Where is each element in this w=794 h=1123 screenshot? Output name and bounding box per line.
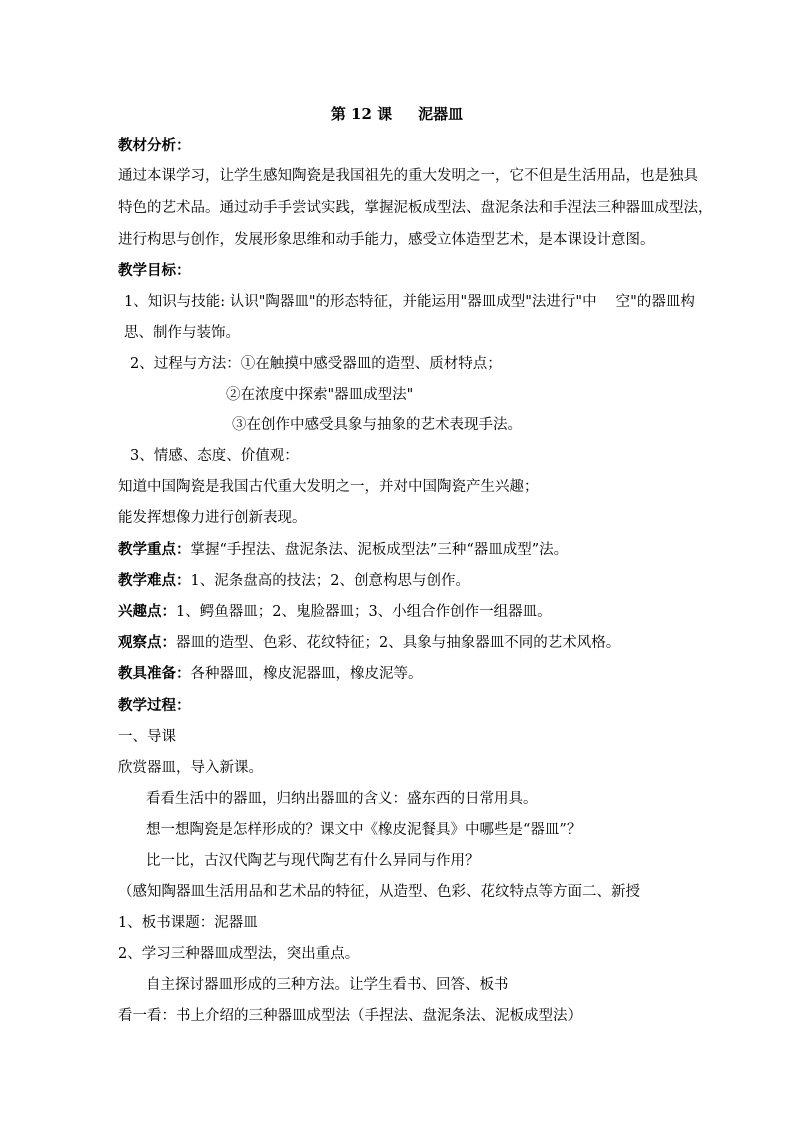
look-line — [118, 1006, 688, 1026]
goal-line: ③在创作中感受具象与抽象的艺术表现手法。 — [232, 417, 522, 433]
look-label: 看一看： — [118, 1008, 176, 1024]
teaching-aids-text: 各种器皿，橡皮泥器皿，橡皮泥等。 — [190, 666, 423, 682]
heading-teaching-goals: 教学目标： — [118, 262, 191, 279]
difficulty-label: 教学难点： — [118, 572, 191, 589]
goal-line: ②在浓度中探索"器皿成型法" — [226, 387, 414, 403]
process-line: 欣赏器皿，导入新课。 — [118, 760, 263, 776]
observation-text: 器皿的造型、色彩、花纹特征；2、具象与抽象器皿不同的艺术风格。 — [176, 635, 621, 651]
lesson-name: 泥器皿 — [418, 105, 464, 123]
observation-line — [118, 633, 688, 653]
goal-line: 知道中国陶瓷是我国古代重大发明之一，并对中国陶瓷产生兴趣； — [118, 479, 539, 495]
goal-line: 1、知识与技能: 认识"陶器皿"的形态特征，并能运用"器皿成型"法进行"中 空"的器皿构 — [124, 294, 695, 310]
paragraph-line: 通过本课学习，让学生感知陶瓷是我国祖先的重大发明之一，它不但是生活用品，也是独具 — [118, 168, 698, 184]
teaching-aids-label: 教具准备： — [118, 665, 191, 682]
process-line: 2、学习三种器皿成型法，突出重点。 — [118, 946, 360, 962]
difficulty-text: 1、泥条盘高的技法；2、创意构思与创作。 — [190, 573, 470, 589]
key-point-line — [118, 540, 688, 560]
observation-label: 观察点： — [118, 634, 176, 651]
goal-line: 2、过程与方法：①在触摸中感受器皿的造型、质材特点； — [130, 356, 502, 372]
paragraph-line: 特色的艺术品。通过动手手尝试实践，掌握泥板成型法、盘泥条法和手涅法三种器皿成型法， — [118, 200, 713, 216]
process-line: 比一比，古汉代陶艺与现代陶艺有什么异同与作用？ — [146, 853, 480, 869]
goal-line: 能发挥想像力进行创新表现。 — [118, 510, 307, 526]
page-title — [0, 104, 794, 124]
heading-teaching-process: 教学过程： — [118, 697, 191, 714]
heading-material-analysis: 教材分析： — [118, 137, 191, 154]
look-text: 书上介绍的三种器皿成型法（手捏法、盘泥条法、泥板成型法） — [176, 1008, 582, 1024]
key-point-label: 教学重点： — [118, 541, 191, 558]
interest-line — [118, 602, 688, 622]
paragraph-line: 进行构思与创作，发展形象思维和动手能力，感受立体造型艺术，是本课设计意图。 — [118, 232, 655, 248]
difficulty-line — [118, 571, 688, 591]
teaching-aids-line — [118, 664, 688, 684]
interest-label: 兴趣点： — [118, 603, 176, 620]
process-line: 自主探讨器皿形成的三种方法。让学生看书、回答、板书 — [146, 977, 509, 993]
process-line: 一、导课 — [118, 729, 176, 745]
goal-line: 3、情感、态度、价值观： — [130, 448, 299, 464]
process-line: 1、板书课题：泥器皿 — [118, 915, 258, 931]
interest-text: 1、鳄鱼器皿；2、鬼脸器皿；3、小组合作创作一组器皿。 — [176, 604, 552, 620]
goal-line: 思、制作与装饰。 — [124, 325, 240, 341]
process-line: 想一想陶瓷是怎样形成的？课文中《橡皮泥餐具》中哪些是“器皿”？ — [146, 822, 582, 838]
process-line: （感知陶器皿生活用品和艺术品的特征，从造型、色彩、花纹特点等方面二、新授 — [118, 884, 640, 900]
lesson-number: 第 12 课 — [330, 105, 393, 123]
process-line: 看看生活中的器皿，归纳出器皿的含义：盛东西的日常用具。 — [146, 791, 538, 807]
key-point-text: 掌握“手捏法、盘泥条法、泥板成型法”三种“器皿成型”法。 — [190, 542, 569, 558]
